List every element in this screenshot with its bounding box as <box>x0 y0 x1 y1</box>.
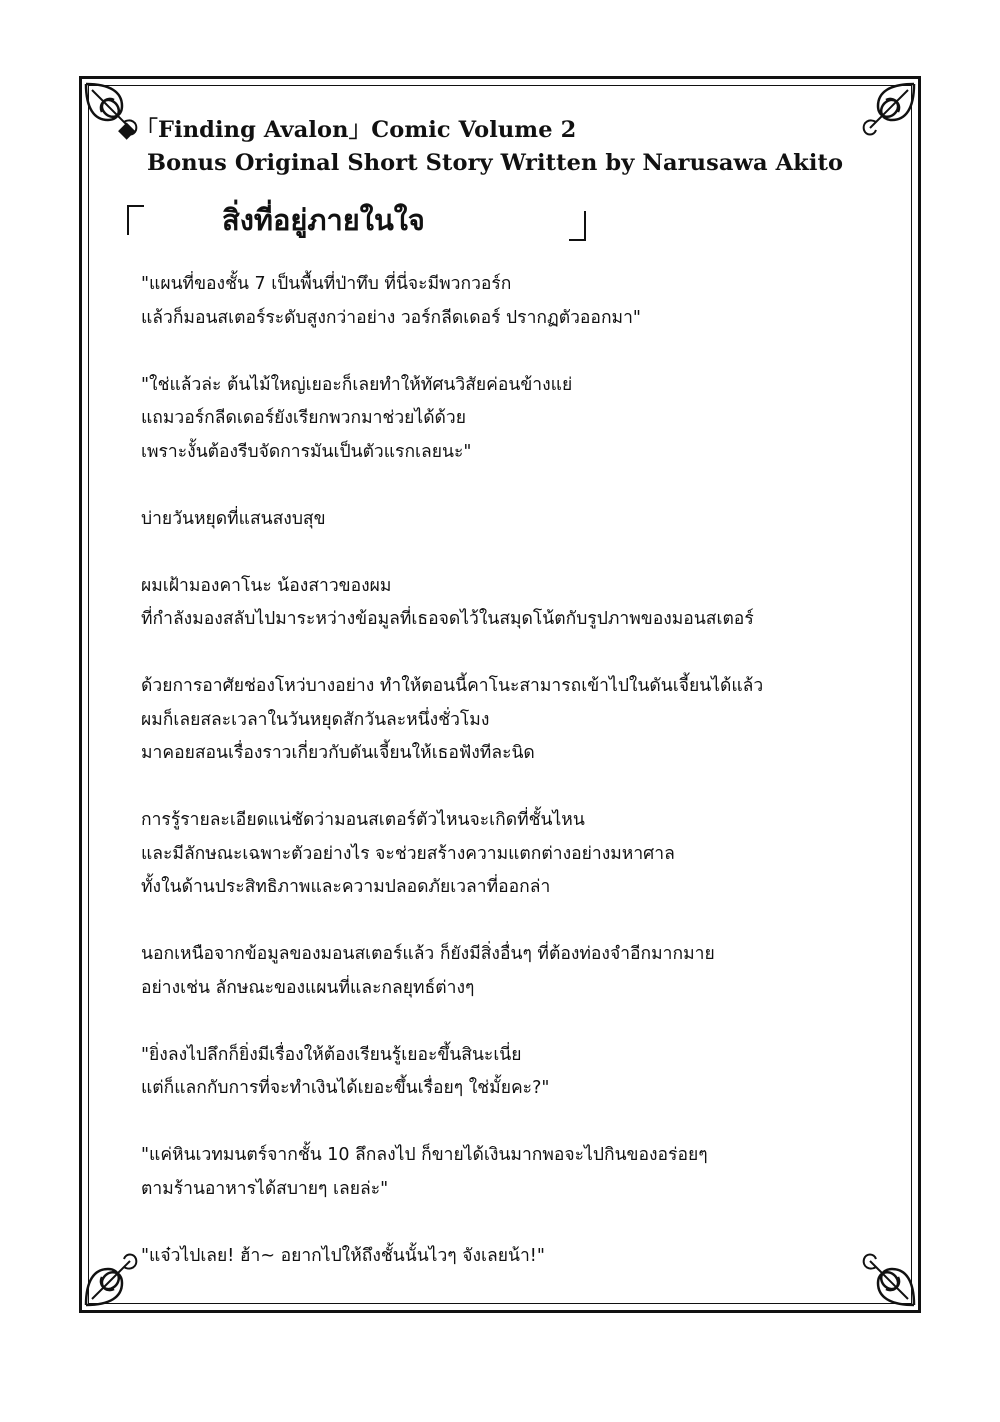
text-line: ผมเฝ้ามองคาโนะ น้องสาวของผม <box>141 575 392 596</box>
text-line: "แค่หินเวทมนตร์จากชั้น 10 ลึกลงไป ก็ขายได้เงินมากพอจะไปกินของอร่อยๆ <box>141 1145 708 1165</box>
text-line: อย่างเช่น ลักษณะของแผนที่และกลยุทธ์ต่างๆ <box>141 977 475 998</box>
text-line: ทั้งในด้านประสิทธิภาพและความปลอดภัยเวลาที่ออกล่า <box>141 877 551 897</box>
story-title: สิ่งที่อยู่ภายในใจ <box>222 203 425 237</box>
paragraph <box>141 938 881 1005</box>
story-body <box>141 268 881 1307</box>
paragraph <box>141 1039 881 1106</box>
text-line: ผมก็เลยสละเวลาในวันหยุดสักวันละหนึ่งชั่วโมง <box>141 709 490 730</box>
paragraph <box>141 503 881 537</box>
text-line: มาคอยสอนเรื่องราวเกี่ยวกับดันเจี้ยนให้เธอฟังทีละนิด <box>141 743 535 763</box>
text-line: "แจ๋วไปเลย! ฮ้า~ อยากไปให้ถึงชั้นนั้นไวๆ จังเลยน้า!" <box>141 1245 545 1266</box>
text-line: "ยิ่งลงไปลึกก็ยิ่งมีเรื่องให้ต้องเรียนรู้เยอะขึ้นสินะเนี่ย <box>141 1044 522 1065</box>
paragraph <box>141 570 881 637</box>
text-line: "ใช่แล้วล่ะ ต้นไม้ใหญ่เยอะก็เลยทำให้ทัศนวิสัยค่อนข้างแย่ <box>141 374 573 395</box>
title-bracket-close <box>569 211 586 241</box>
text-line: ตามร้านอาหารได้สบายๆ เลยล่ะ" <box>141 1178 389 1199</box>
paragraph <box>141 670 881 771</box>
text-line: นอกเหนือจากข้อมูลของมอนสเตอร์แล้ว ก็ยังมีสิ่งอื่นๆ ที่ต้องท่องจำอีกมากมาย <box>141 944 715 964</box>
header-line-author: Bonus Original Short Story Written by Narusawa Akito <box>147 150 844 176</box>
text-line: แล้วก็มอนสเตอร์ระดับสูงกว่าอย่าง วอร์กลีดเดอร์ ปรากฏตัวออกมา" <box>141 307 641 328</box>
corner-ornament-bottom-left <box>80 1241 150 1311</box>
title-bracket-open <box>127 205 144 235</box>
text-line: การรู้รายละเอียดแน่ชัดว่ามอนสเตอร์ตัวไหนจะเกิดที่ชั้นไหน <box>141 810 585 830</box>
paragraph <box>141 369 881 470</box>
paragraph <box>141 1139 881 1206</box>
text-line: แถมวอร์กลีดเดอร์ยังเรียกพวกมาช่วยได้ด้วย <box>141 408 467 428</box>
paragraph <box>141 1240 881 1274</box>
paragraph <box>141 268 881 335</box>
text-line: "แผนที่ของชั้น 7 เป็นพื้นที่ป่าทึบ ที่นี่จะมีพวกวอร์ก <box>141 274 512 294</box>
text-line: ด้วยการอาศัยช่องโหว่บางอย่าง ทำให้ตอนนี้คาโนะสามารถเข้าไปในดันเจี้ยนได้แล้ว <box>141 676 764 696</box>
paragraph <box>141 804 881 905</box>
text-line: แต่ก็แลกกับการที่จะทำเงินได้เยอะขึ้นเรื่อยๆ ใช่มั้ยคะ?" <box>141 1078 550 1098</box>
text-line: ที่กำลังมองสลับไปมาระหว่างข้อมูลที่เธอจดไว้ในสมุดโน้ตกับรูปภาพของมอนสเตอร์ <box>141 609 754 629</box>
text-line: บ่ายวันหยุดที่แสนสงบสุข <box>141 508 326 529</box>
text-line: และมีลักษณะเฉพาะตัวอย่างไร จะช่วยสร้างความแตกต่างอย่างมหาศาล <box>141 843 675 864</box>
header-line-volume: ◆「Finding Avalon」Comic Volume 2 <box>118 117 577 143</box>
corner-ornament-top-right <box>850 78 920 148</box>
text-line: เพราะงั้นต้องรีบจัดการมันเป็นตัวแรกเลยนะ" <box>141 441 472 462</box>
